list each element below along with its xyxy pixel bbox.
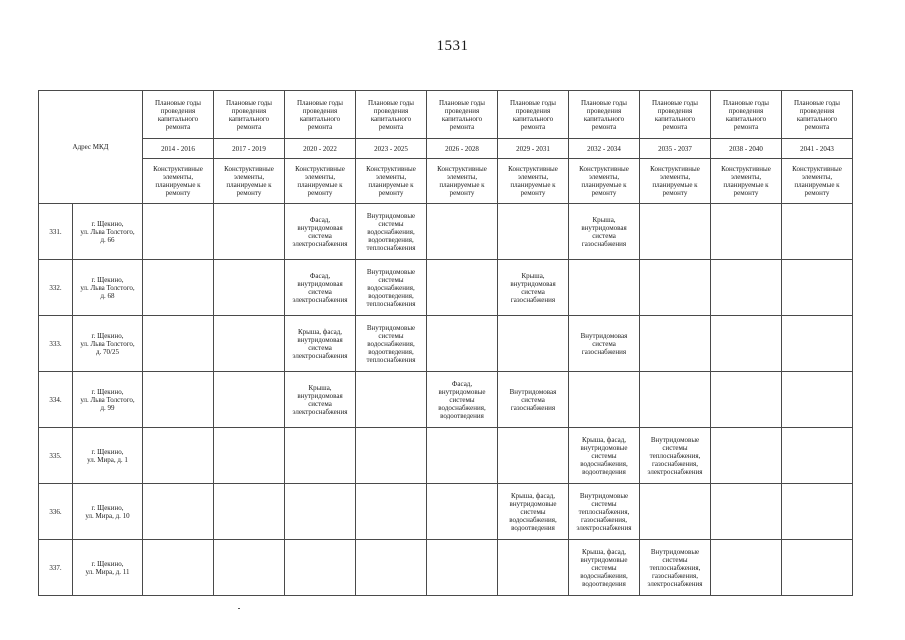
work-cell [782,540,853,596]
row-number: 335. [39,428,73,484]
table-row [39,204,853,260]
work-cell [143,316,214,372]
page-number: 1531 [436,38,469,54]
elements-header: Конструктивные элементы, планируемые к ремонту [782,159,853,204]
work-cell: Внутридомовые системы водоснабжения, водоотведения, теплоснабжения [356,260,427,316]
work-cell [640,204,711,260]
address-cell [73,204,143,260]
work-cell: Крыша, фасад, внутридомовые системы водоснабжения, водоотведения [569,428,640,484]
address-line: ул. Мира, д. 10 [85,511,130,520]
elements-header: Конструктивные элементы, планируемые к ремонту [569,159,640,204]
address-line: ул. Льва Толстого, [80,227,135,236]
work-cell [498,428,569,484]
work-cell: Крыша, внутридомовая система газоснабжения [498,260,569,316]
work-cell [711,540,782,596]
address-line: г. Щекино, [91,331,124,340]
address-line: г. Щекино, [91,559,124,568]
address-line: г. Щекино, [91,219,124,228]
elements-header: Конструктивные элементы, планируемые к ремонту [285,159,356,204]
row-number: 331. [39,204,73,260]
work-cell [356,540,427,596]
work-cell [640,372,711,428]
work-cell: Внутридомовые системы водоснабжения, водоотведения, теплоснабжения [356,316,427,372]
elements-header: Конструктивные элементы, планируемые к ремонту [214,159,285,204]
work-cell [356,428,427,484]
row-number: 337. [39,540,73,596]
row-number: 336. [39,484,73,540]
address-line: ул. Льва Толстого, [80,339,135,348]
work-cell [427,484,498,540]
period-header: 2035 - 2037 [640,139,711,159]
planned-years-header: Плановые годы проведения капитального ремонта [356,91,427,139]
work-cell [214,484,285,540]
address-line: ул. Мира, д. 1 [87,455,128,464]
address-line: д. 66 [100,235,115,244]
work-cell: Внутридомовые системы теплоснабжения, газоснабжения, электроснабжения [569,484,640,540]
address-column-header: Адрес МКД [39,91,143,204]
work-cell [711,372,782,428]
work-cell: Внутридомовая система газоснабжения [498,372,569,428]
planned-years-header: Плановые годы проведения капитального ремонта [498,91,569,139]
period-header: 2017 - 2019 [214,139,285,159]
address-line: г. Щекино, [91,387,124,396]
planned-years-header: Плановые годы проведения капитального ремонта [427,91,498,139]
row-number: 334. [39,372,73,428]
work-cell: Крыша, фасад, внутридомовые системы водоснабжения, водоотведения [569,540,640,596]
address-line: д. 68 [100,291,115,300]
work-cell [640,260,711,316]
elements-header: Конструктивные элементы, планируемые к ремонту [143,159,214,204]
address-line: д. 70/25 [95,347,119,356]
period-header: 2038 - 2040 [711,139,782,159]
work-cell: Крыша, фасад, внутридомовая система электроснабжения [285,316,356,372]
row-number: 333. [39,316,73,372]
period-header: 2023 - 2025 [356,139,427,159]
period-header: 2020 - 2022 [285,139,356,159]
planned-years-header: Плановые годы проведения капитального ремонта [285,91,356,139]
scan-mark [238,608,240,609]
work-cell [782,428,853,484]
work-cell [640,484,711,540]
header-row-periods [39,139,853,159]
work-cell [640,316,711,372]
work-cell [782,204,853,260]
planned-years-header: Плановые годы проведения капитального ремонта [214,91,285,139]
address-cell [73,484,143,540]
work-cell [143,204,214,260]
work-cell [214,204,285,260]
work-cell: Крыша, внутридомовая система электроснабжения [285,372,356,428]
table-row [39,260,853,316]
work-cell [427,316,498,372]
work-cell [356,484,427,540]
work-cell [782,372,853,428]
work-cell [782,316,853,372]
work-cell: Внутридомовая система газоснабжения [569,316,640,372]
work-cell [569,372,640,428]
elements-header: Конструктивные элементы, планируемые к ремонту [711,159,782,204]
header-row-elements [39,159,853,204]
planned-years-header: Плановые годы проведения капитального ремонта [143,91,214,139]
work-cell [498,316,569,372]
work-cell [782,484,853,540]
work-cell [427,204,498,260]
elements-header: Конструктивные элементы, планируемые к ремонту [640,159,711,204]
elements-header: Конструктивные элементы, планируемые к ремонту [356,159,427,204]
work-cell [285,540,356,596]
address-line: г. Щекино, [91,275,124,284]
work-cell [214,260,285,316]
work-cell [285,428,356,484]
address-cell [73,428,143,484]
table-row [39,316,853,372]
work-cell [214,316,285,372]
address-line: ул. Мира, д. 11 [85,567,130,576]
address-line: ул. Льва Толстого, [80,395,135,404]
address-cell [73,316,143,372]
work-cell [214,428,285,484]
work-cell [285,484,356,540]
work-cell [711,484,782,540]
planned-years-header: Плановые годы проведения капитального ремонта [569,91,640,139]
work-cell: Фасад, внутридомовые системы водоснабжения, водоотведения [427,372,498,428]
address-line: д. 99 [100,403,115,412]
work-cell [143,540,214,596]
work-cell [711,204,782,260]
capital-repair-schedule-table [38,90,853,596]
period-header: 2032 - 2034 [569,139,640,159]
address-line: ул. Льва Толстого, [80,283,135,292]
work-cell [143,372,214,428]
period-header: 2014 - 2016 [143,139,214,159]
planned-years-header: Плановые годы проведения капитального ремонта [640,91,711,139]
address-line: г. Щекино, [91,447,124,456]
address-cell [73,372,143,428]
work-cell [711,428,782,484]
address-cell [73,260,143,316]
work-cell [711,260,782,316]
work-cell: Внутридомовые системы теплоснабжения, газоснабжения, электроснабжения [640,540,711,596]
work-cell [214,372,285,428]
work-cell [427,540,498,596]
work-cell [143,428,214,484]
work-cell [498,204,569,260]
work-cell [498,540,569,596]
work-cell: Внутридомовые системы водоснабжения, водоотведения, теплоснабжения [356,204,427,260]
period-header: 2026 - 2028 [427,139,498,159]
address-line: г. Щекино, [91,503,124,512]
planned-years-header: Плановые годы проведения капитального ремонта [782,91,853,139]
work-cell [427,260,498,316]
header-row-planned-years [39,91,853,139]
table-row [39,484,853,540]
work-cell [356,372,427,428]
work-cell [214,540,285,596]
work-cell [143,260,214,316]
table-row [39,372,853,428]
table-row [39,428,853,484]
work-cell: Крыша, внутридомовая система газоснабжения [569,204,640,260]
planned-years-header: Плановые годы проведения капитального ремонта [711,91,782,139]
period-header: 2041 - 2043 [782,139,853,159]
work-cell: Фасад, внутридомовая система электроснабжения [285,204,356,260]
row-number: 332. [39,260,73,316]
work-cell [782,260,853,316]
work-cell [569,260,640,316]
work-cell [143,484,214,540]
table-row [39,540,853,596]
work-cell: Внутридомовые системы теплоснабжения, газоснабжения, электроснабжения [640,428,711,484]
elements-header: Конструктивные элементы, планируемые к ремонту [427,159,498,204]
period-header: 2029 - 2031 [498,139,569,159]
work-cell [711,316,782,372]
elements-header: Конструктивные элементы, планируемые к ремонту [498,159,569,204]
address-cell [73,540,143,596]
work-cell [427,428,498,484]
work-cell: Крыша, фасад, внутридомовые системы водоснабжения, водоотведения [498,484,569,540]
work-cell: Фасад, внутридомовая система электроснабжения [285,260,356,316]
